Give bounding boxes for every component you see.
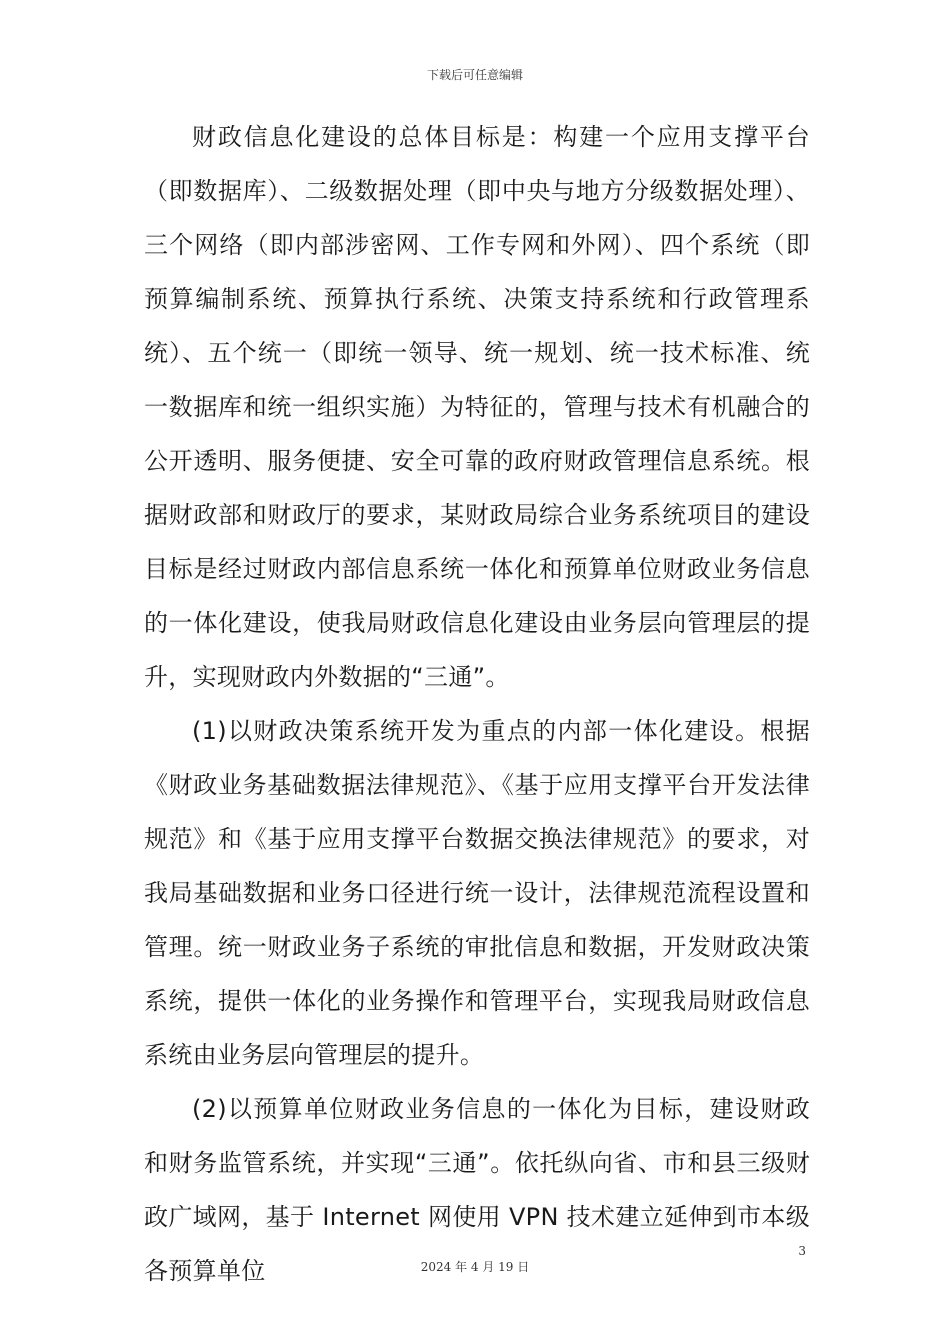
page-number: 3 xyxy=(798,1244,806,1258)
paragraph-item-2: (2)以预算单位财政业务信息的一体化为目标，建设财政和财务监管系统，并实现“三通”。依托纵向省、市和县三级财政广域网，基于 Internet 网使用 VPN 技术建立延伸到市本级各预算单位 xyxy=(144,1095,810,1285)
paragraph-item-1: (1)以财政决策系统开发为重点的内部一体化建设。根据《财政业务基础数据法律规范》、《基于应用支撑平台开发法律规范》和《基于应用支撑平台数据交换法律规范》的要求，对我局基础数据和业务口径进行统一设计，法律规范流程设置和管理。统一财政业务子系统的审批信息和数据，开发财政决策系统，提供一体化的业务操作和管理平台，实现我局财政信息系统由业务层向管理层的提升。 xyxy=(144,717,810,1069)
document-body xyxy=(144,110,810,1298)
page-header: 下载后可任意编辑 xyxy=(426,68,523,82)
page-footer-date: 2024 年 4 月 19 日 xyxy=(420,1260,530,1274)
paragraph-goals: 财政信息化建设的总体目标是：构建一个应用支撑平台（即数据库）、二级数据处理（即中央与地方分级数据处理）、三个网络（即内部涉密网、工作专网和外网）、四个系统（即预算编制系统、预算执行系统、决策支持系统和行政管理系统）、五个统一（即统一领导、统一规划、统一技术标准、统一数据库和统一组织实施）为特征的，管理与技术有机融合的公开透明、服务便捷、安全可靠的政府财政管理信息系统。根据财政部和财政厅的要求，某财政局综合业务系统项目的建设目标是经过财政内部信息系统一体化和预算单位财政业务信息的一体化建设，使我局财政信息化建设由业务层向管理层的提升，实现财政内外数据的“三通”。 xyxy=(144,123,810,691)
